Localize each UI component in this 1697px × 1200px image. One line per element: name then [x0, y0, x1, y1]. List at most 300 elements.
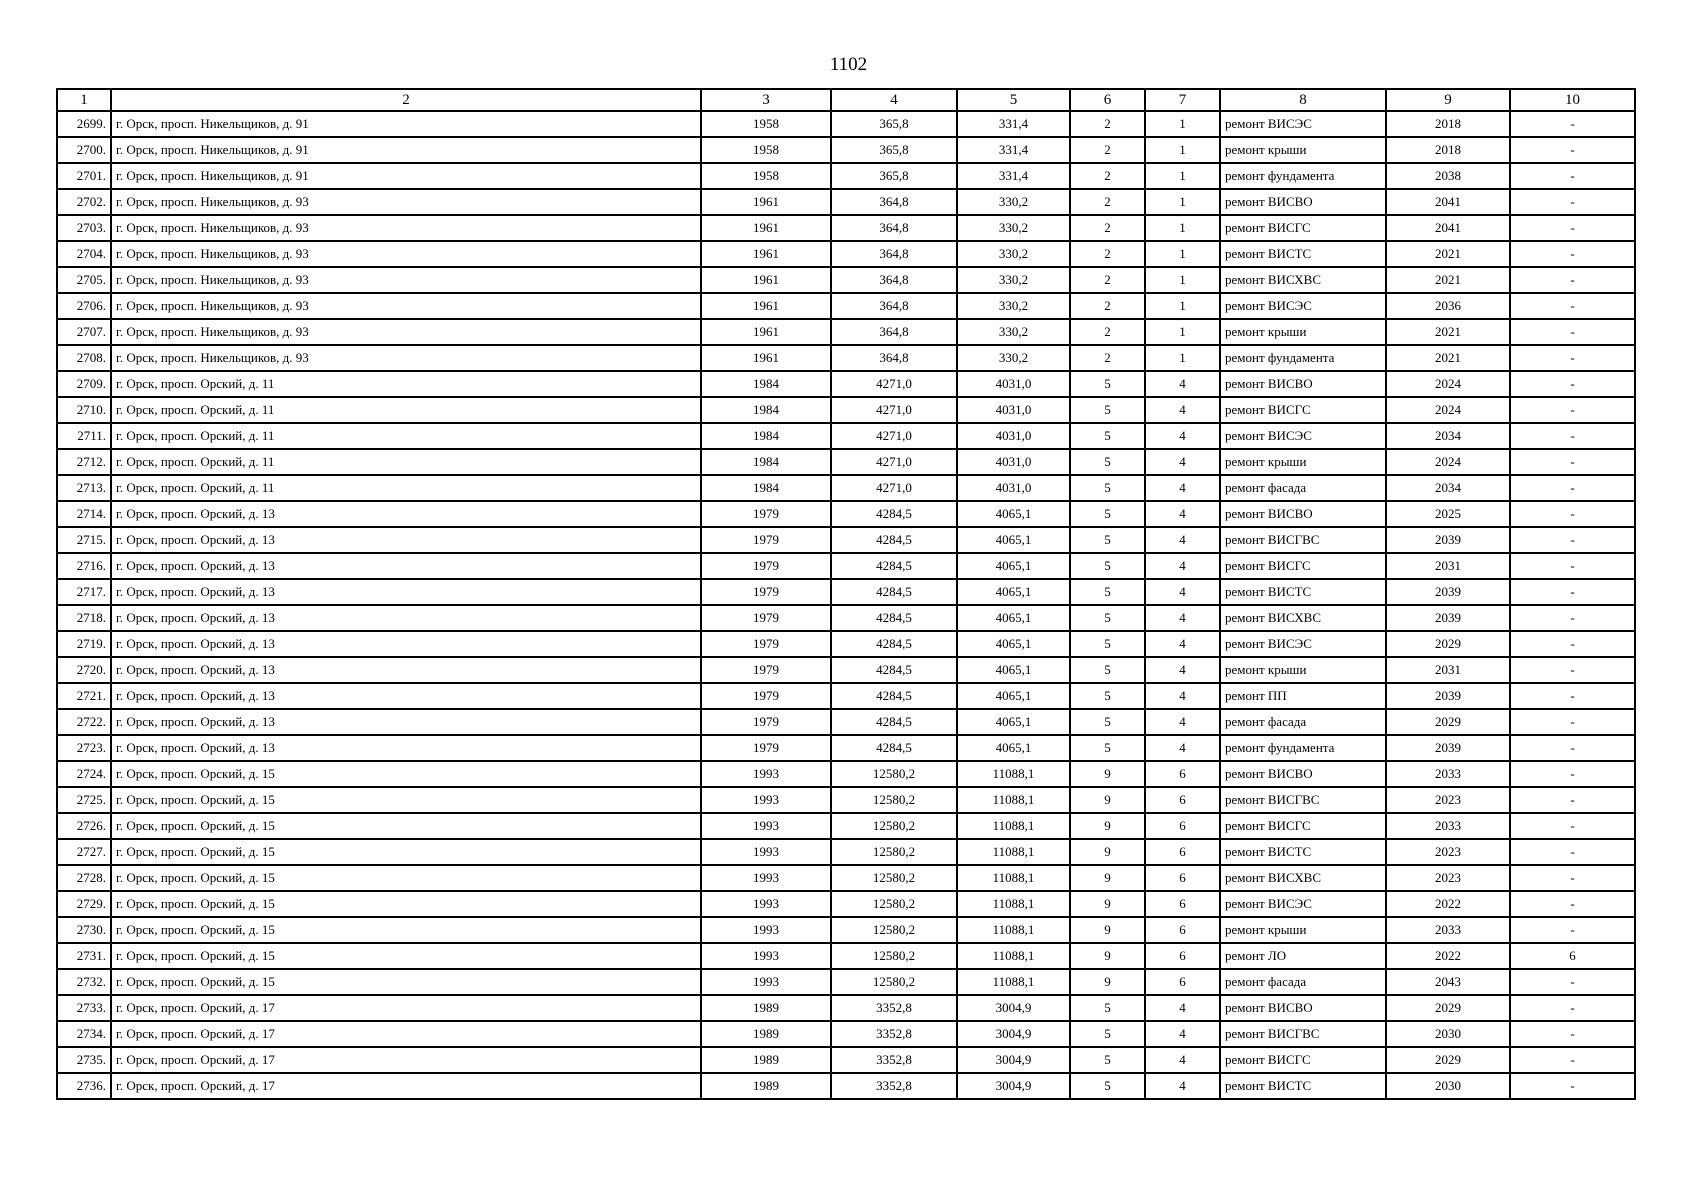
address-cell: г. Орск, просп. Никельщиков, д. 91	[111, 163, 701, 189]
repair-type-cell: ремонт фундамента	[1220, 163, 1386, 189]
table-row	[57, 1047, 1635, 1073]
address-cell: г. Орск, просп. Орский, д. 11	[111, 449, 701, 475]
repair-type-cell: ремонт ВИСЭС	[1220, 423, 1386, 449]
table-row	[57, 761, 1635, 787]
row-number-cell: 2723.	[57, 735, 111, 761]
floors-cell: 5	[1070, 449, 1145, 475]
year-built-cell: 1989	[701, 1047, 831, 1073]
table-row	[57, 163, 1635, 189]
address-cell: г. Орск, просп. Орский, д. 13	[111, 553, 701, 579]
year-built-cell: 1979	[701, 605, 831, 631]
year-built-cell: 1979	[701, 683, 831, 709]
note-cell: -	[1510, 501, 1635, 527]
note-cell: -	[1510, 605, 1635, 631]
living-area-cell: 11088,1	[957, 761, 1070, 787]
living-area-cell: 3004,9	[957, 1021, 1070, 1047]
note-cell: -	[1510, 293, 1635, 319]
year-built-cell: 1984	[701, 423, 831, 449]
note-cell: -	[1510, 761, 1635, 787]
entrances-cell: 4	[1145, 501, 1220, 527]
note-cell: -	[1510, 579, 1635, 605]
address-cell: г. Орск, просп. Никельщиков, д. 93	[111, 189, 701, 215]
row-number-cell: 2732.	[57, 969, 111, 995]
year-built-cell: 1993	[701, 969, 831, 995]
entrances-cell: 6	[1145, 943, 1220, 969]
table-row	[57, 345, 1635, 371]
address-cell: г. Орск, просп. Орский, д. 15	[111, 943, 701, 969]
table-row	[57, 293, 1635, 319]
table-row	[57, 995, 1635, 1021]
year-built-cell: 1993	[701, 943, 831, 969]
living-area-cell: 331,4	[957, 137, 1070, 163]
planned-year-cell: 2029	[1386, 1047, 1510, 1073]
year-built-cell: 1961	[701, 215, 831, 241]
entrances-cell: 4	[1145, 579, 1220, 605]
address-cell: г. Орск, просп. Орский, д. 15	[111, 865, 701, 891]
address-cell: г. Орск, просп. Орский, д. 17	[111, 1073, 701, 1099]
note-cell: -	[1510, 371, 1635, 397]
address-cell: г. Орск, просп. Орский, д. 15	[111, 969, 701, 995]
year-built-cell: 1979	[701, 657, 831, 683]
year-built-cell: 1961	[701, 345, 831, 371]
entrances-cell: 4	[1145, 1021, 1220, 1047]
row-number-cell: 2714.	[57, 501, 111, 527]
floors-cell: 2	[1070, 319, 1145, 345]
total-area-cell: 12580,2	[831, 839, 957, 865]
table-row	[57, 371, 1635, 397]
planned-year-cell: 2034	[1386, 475, 1510, 501]
row-number-cell: 2724.	[57, 761, 111, 787]
total-area-cell: 4284,5	[831, 683, 957, 709]
table-row	[57, 423, 1635, 449]
year-built-cell: 1961	[701, 189, 831, 215]
row-number-cell: 2716.	[57, 553, 111, 579]
column-header: 1	[57, 89, 111, 111]
note-cell: -	[1510, 839, 1635, 865]
address-cell: г. Орск, просп. Орский, д. 13	[111, 579, 701, 605]
repair-type-cell: ремонт ВИСГС	[1220, 553, 1386, 579]
repair-type-cell: ремонт ВИСХВС	[1220, 865, 1386, 891]
repair-type-cell: ремонт ВИСХВС	[1220, 267, 1386, 293]
row-number-cell: 2712.	[57, 449, 111, 475]
repair-type-cell: ремонт крыши	[1220, 319, 1386, 345]
living-area-cell: 11088,1	[957, 865, 1070, 891]
table-row	[57, 449, 1635, 475]
floors-cell: 5	[1070, 1047, 1145, 1073]
table-row	[57, 241, 1635, 267]
column-header: 6	[1070, 89, 1145, 111]
floors-cell: 9	[1070, 787, 1145, 813]
floors-cell: 2	[1070, 345, 1145, 371]
planned-year-cell: 2031	[1386, 553, 1510, 579]
note-cell: -	[1510, 1021, 1635, 1047]
year-built-cell: 1993	[701, 761, 831, 787]
entrances-cell: 4	[1145, 657, 1220, 683]
note-cell: -	[1510, 1073, 1635, 1099]
note-cell: -	[1510, 345, 1635, 371]
note-cell: -	[1510, 449, 1635, 475]
repair-type-cell: ремонт ВИСТС	[1220, 241, 1386, 267]
row-number-cell: 2734.	[57, 1021, 111, 1047]
address-cell: г. Орск, просп. Орский, д. 13	[111, 631, 701, 657]
address-cell: г. Орск, просп. Орский, д. 15	[111, 761, 701, 787]
entrances-cell: 1	[1145, 137, 1220, 163]
address-cell: г. Орск, просп. Орский, д. 11	[111, 423, 701, 449]
row-number-cell: 2722.	[57, 709, 111, 735]
floors-cell: 5	[1070, 709, 1145, 735]
total-area-cell: 12580,2	[831, 943, 957, 969]
table-row	[57, 709, 1635, 735]
floors-cell: 2	[1070, 189, 1145, 215]
living-area-cell: 4065,1	[957, 735, 1070, 761]
table-row	[57, 865, 1635, 891]
planned-year-cell: 2038	[1386, 163, 1510, 189]
planned-year-cell: 2033	[1386, 813, 1510, 839]
address-cell: г. Орск, просп. Никельщиков, д. 93	[111, 215, 701, 241]
planned-year-cell: 2029	[1386, 995, 1510, 1021]
planned-year-cell: 2030	[1386, 1073, 1510, 1099]
total-area-cell: 12580,2	[831, 969, 957, 995]
note-cell: -	[1510, 527, 1635, 553]
floors-cell: 5	[1070, 475, 1145, 501]
living-area-cell: 3004,9	[957, 995, 1070, 1021]
table-row	[57, 839, 1635, 865]
column-header: 2	[111, 89, 701, 111]
total-area-cell: 365,8	[831, 137, 957, 163]
row-number-cell: 2713.	[57, 475, 111, 501]
row-number-cell: 2704.	[57, 241, 111, 267]
living-area-cell: 4031,0	[957, 423, 1070, 449]
total-area-cell: 4284,5	[831, 501, 957, 527]
floors-cell: 2	[1070, 137, 1145, 163]
planned-year-cell: 2024	[1386, 371, 1510, 397]
total-area-cell: 4284,5	[831, 605, 957, 631]
total-area-cell: 364,8	[831, 345, 957, 371]
repair-type-cell: ремонт ВИСЭС	[1220, 293, 1386, 319]
repair-type-cell: ремонт фундамента	[1220, 735, 1386, 761]
total-area-cell: 4284,5	[831, 553, 957, 579]
address-cell: г. Орск, просп. Никельщиков, д. 93	[111, 241, 701, 267]
entrances-cell: 6	[1145, 787, 1220, 813]
year-built-cell: 1984	[701, 475, 831, 501]
entrances-cell: 6	[1145, 839, 1220, 865]
entrances-cell: 1	[1145, 345, 1220, 371]
living-area-cell: 11088,1	[957, 917, 1070, 943]
table-row	[57, 137, 1635, 163]
entrances-cell: 4	[1145, 527, 1220, 553]
column-header: 9	[1386, 89, 1510, 111]
floors-cell: 2	[1070, 163, 1145, 189]
address-cell: г. Орск, просп. Никельщиков, д. 93	[111, 267, 701, 293]
row-number-cell: 2717.	[57, 579, 111, 605]
living-area-cell: 4031,0	[957, 397, 1070, 423]
entrances-cell: 6	[1145, 813, 1220, 839]
address-cell: г. Орск, просп. Никельщиков, д. 93	[111, 319, 701, 345]
planned-year-cell: 2041	[1386, 215, 1510, 241]
row-number-cell: 2703.	[57, 215, 111, 241]
table-row	[57, 605, 1635, 631]
note-cell: -	[1510, 917, 1635, 943]
note-cell: 6	[1510, 943, 1635, 969]
living-area-cell: 330,2	[957, 215, 1070, 241]
note-cell: -	[1510, 553, 1635, 579]
note-cell: -	[1510, 137, 1635, 163]
table-row	[57, 1021, 1635, 1047]
row-number-cell: 2721.	[57, 683, 111, 709]
year-built-cell: 1984	[701, 449, 831, 475]
total-area-cell: 12580,2	[831, 891, 957, 917]
column-header: 10	[1510, 89, 1635, 111]
entrances-cell: 1	[1145, 163, 1220, 189]
year-built-cell: 1993	[701, 813, 831, 839]
row-number-cell: 2736.	[57, 1073, 111, 1099]
row-number-cell: 2731.	[57, 943, 111, 969]
year-built-cell: 1958	[701, 111, 831, 137]
living-area-cell: 11088,1	[957, 839, 1070, 865]
table-row	[57, 527, 1635, 553]
year-built-cell: 1979	[701, 579, 831, 605]
total-area-cell: 12580,2	[831, 787, 957, 813]
floors-cell: 2	[1070, 241, 1145, 267]
floors-cell: 5	[1070, 657, 1145, 683]
table-row	[57, 917, 1635, 943]
column-header: 8	[1220, 89, 1386, 111]
table-row	[57, 501, 1635, 527]
year-built-cell: 1979	[701, 501, 831, 527]
note-cell: -	[1510, 215, 1635, 241]
table-row	[57, 553, 1635, 579]
floors-cell: 5	[1070, 397, 1145, 423]
address-cell: г. Орск, просп. Орский, д. 15	[111, 787, 701, 813]
floors-cell: 9	[1070, 891, 1145, 917]
table-row	[57, 657, 1635, 683]
total-area-cell: 364,8	[831, 189, 957, 215]
living-area-cell: 4065,1	[957, 657, 1070, 683]
note-cell: -	[1510, 1047, 1635, 1073]
address-cell: г. Орск, просп. Никельщиков, д. 91	[111, 137, 701, 163]
total-area-cell: 4284,5	[831, 709, 957, 735]
repair-schedule-table	[56, 88, 1636, 1100]
address-cell: г. Орск, просп. Никельщиков, д. 93	[111, 293, 701, 319]
total-area-cell: 364,8	[831, 215, 957, 241]
note-cell: -	[1510, 111, 1635, 137]
living-area-cell: 4065,1	[957, 709, 1070, 735]
planned-year-cell: 2024	[1386, 397, 1510, 423]
table-row	[57, 579, 1635, 605]
note-cell: -	[1510, 267, 1635, 293]
note-cell: -	[1510, 709, 1635, 735]
total-area-cell: 4271,0	[831, 397, 957, 423]
year-built-cell: 1979	[701, 735, 831, 761]
row-number-cell: 2718.	[57, 605, 111, 631]
year-built-cell: 1979	[701, 527, 831, 553]
row-number-cell: 2711.	[57, 423, 111, 449]
living-area-cell: 4031,0	[957, 475, 1070, 501]
table-row	[57, 319, 1635, 345]
total-area-cell: 12580,2	[831, 865, 957, 891]
year-built-cell: 1979	[701, 709, 831, 735]
floors-cell: 5	[1070, 527, 1145, 553]
entrances-cell: 4	[1145, 371, 1220, 397]
floors-cell: 9	[1070, 839, 1145, 865]
entrances-cell: 4	[1145, 735, 1220, 761]
entrances-cell: 1	[1145, 267, 1220, 293]
planned-year-cell: 2023	[1386, 787, 1510, 813]
row-number-cell: 2709.	[57, 371, 111, 397]
repair-type-cell: ремонт ВИСТС	[1220, 579, 1386, 605]
address-cell: г. Орск, просп. Орский, д. 15	[111, 839, 701, 865]
living-area-cell: 11088,1	[957, 943, 1070, 969]
floors-cell: 9	[1070, 917, 1145, 943]
address-cell: г. Орск, просп. Никельщиков, д. 93	[111, 345, 701, 371]
planned-year-cell: 2018	[1386, 111, 1510, 137]
address-cell: г. Орск, просп. Орский, д. 11	[111, 371, 701, 397]
address-cell: г. Орск, просп. Орский, д. 13	[111, 709, 701, 735]
living-area-cell: 330,2	[957, 319, 1070, 345]
total-area-cell: 4284,5	[831, 735, 957, 761]
repair-type-cell: ремонт ВИСЭС	[1220, 631, 1386, 657]
planned-year-cell: 2033	[1386, 917, 1510, 943]
row-number-cell: 2726.	[57, 813, 111, 839]
row-number-cell: 2708.	[57, 345, 111, 371]
total-area-cell: 364,8	[831, 319, 957, 345]
floors-cell: 5	[1070, 579, 1145, 605]
table-body	[57, 111, 1635, 1099]
address-cell: г. Орск, просп. Орский, д. 13	[111, 605, 701, 631]
table-row	[57, 189, 1635, 215]
planned-year-cell: 2039	[1386, 605, 1510, 631]
table-row	[57, 891, 1635, 917]
row-number-cell: 2706.	[57, 293, 111, 319]
address-cell: г. Орск, просп. Орский, д. 11	[111, 397, 701, 423]
living-area-cell: 4065,1	[957, 501, 1070, 527]
note-cell: -	[1510, 423, 1635, 449]
total-area-cell: 3352,8	[831, 1047, 957, 1073]
planned-year-cell: 2033	[1386, 761, 1510, 787]
repair-type-cell: ремонт фасада	[1220, 709, 1386, 735]
total-area-cell: 365,8	[831, 163, 957, 189]
living-area-cell: 4065,1	[957, 605, 1070, 631]
year-built-cell: 1989	[701, 1073, 831, 1099]
repair-type-cell: ремонт ВИСВО	[1220, 761, 1386, 787]
planned-year-cell: 2039	[1386, 579, 1510, 605]
floors-cell: 9	[1070, 969, 1145, 995]
total-area-cell: 12580,2	[831, 813, 957, 839]
living-area-cell: 4065,1	[957, 527, 1070, 553]
entrances-cell: 4	[1145, 709, 1220, 735]
planned-year-cell: 2023	[1386, 865, 1510, 891]
note-cell: -	[1510, 241, 1635, 267]
total-area-cell: 3352,8	[831, 995, 957, 1021]
planned-year-cell: 2022	[1386, 891, 1510, 917]
note-cell: -	[1510, 631, 1635, 657]
floors-cell: 5	[1070, 1021, 1145, 1047]
note-cell: -	[1510, 319, 1635, 345]
floors-cell: 5	[1070, 995, 1145, 1021]
floors-cell: 5	[1070, 1073, 1145, 1099]
year-built-cell: 1958	[701, 137, 831, 163]
total-area-cell: 364,8	[831, 293, 957, 319]
floors-cell: 5	[1070, 371, 1145, 397]
repair-type-cell: ремонт ЛО	[1220, 943, 1386, 969]
year-built-cell: 1993	[701, 787, 831, 813]
entrances-cell: 4	[1145, 449, 1220, 475]
year-built-cell: 1961	[701, 241, 831, 267]
year-built-cell: 1961	[701, 319, 831, 345]
repair-type-cell: ремонт ВИСГС	[1220, 215, 1386, 241]
repair-type-cell: ремонт крыши	[1220, 137, 1386, 163]
repair-type-cell: ремонт крыши	[1220, 657, 1386, 683]
note-cell: -	[1510, 683, 1635, 709]
floors-cell: 5	[1070, 423, 1145, 449]
table-row	[57, 943, 1635, 969]
living-area-cell: 3004,9	[957, 1047, 1070, 1073]
entrances-cell: 1	[1145, 241, 1220, 267]
total-area-cell: 4271,0	[831, 423, 957, 449]
planned-year-cell: 2021	[1386, 241, 1510, 267]
note-cell: -	[1510, 657, 1635, 683]
table-row	[57, 787, 1635, 813]
planned-year-cell: 2021	[1386, 319, 1510, 345]
planned-year-cell: 2022	[1386, 943, 1510, 969]
entrances-cell: 4	[1145, 1047, 1220, 1073]
entrances-cell: 4	[1145, 553, 1220, 579]
repair-type-cell: ремонт ВИСГС	[1220, 1047, 1386, 1073]
floors-cell: 9	[1070, 865, 1145, 891]
entrances-cell: 4	[1145, 1073, 1220, 1099]
row-number-cell: 2715.	[57, 527, 111, 553]
table-row	[57, 735, 1635, 761]
living-area-cell: 3004,9	[957, 1073, 1070, 1099]
entrances-cell: 4	[1145, 631, 1220, 657]
year-built-cell: 1979	[701, 553, 831, 579]
row-number-cell: 2710.	[57, 397, 111, 423]
year-built-cell: 1993	[701, 865, 831, 891]
address-cell: г. Орск, просп. Орский, д. 15	[111, 891, 701, 917]
floors-cell: 5	[1070, 735, 1145, 761]
planned-year-cell: 2034	[1386, 423, 1510, 449]
year-built-cell: 1993	[701, 917, 831, 943]
year-built-cell: 1993	[701, 839, 831, 865]
address-cell: г. Орск, просп. Орский, д. 15	[111, 917, 701, 943]
year-built-cell: 1958	[701, 163, 831, 189]
row-number-cell: 2707.	[57, 319, 111, 345]
page-number: 1102	[829, 54, 868, 75]
living-area-cell: 331,4	[957, 111, 1070, 137]
total-area-cell: 3352,8	[831, 1021, 957, 1047]
table-row	[57, 813, 1635, 839]
total-area-cell: 364,8	[831, 267, 957, 293]
planned-year-cell: 2043	[1386, 969, 1510, 995]
living-area-cell: 330,2	[957, 241, 1070, 267]
planned-year-cell: 2031	[1386, 657, 1510, 683]
row-number-cell: 2719.	[57, 631, 111, 657]
entrances-cell: 4	[1145, 397, 1220, 423]
planned-year-cell: 2029	[1386, 709, 1510, 735]
total-area-cell: 3352,8	[831, 1073, 957, 1099]
entrances-cell: 6	[1145, 891, 1220, 917]
repair-type-cell: ремонт ВИСХВС	[1220, 605, 1386, 631]
row-number-cell: 2720.	[57, 657, 111, 683]
note-cell: -	[1510, 891, 1635, 917]
address-cell: г. Орск, просп. Орский, д. 17	[111, 1047, 701, 1073]
floors-cell: 2	[1070, 111, 1145, 137]
repair-type-cell: ремонт ВИСТС	[1220, 839, 1386, 865]
repair-type-cell: ремонт крыши	[1220, 917, 1386, 943]
row-number-cell: 2733.	[57, 995, 111, 1021]
table-row	[57, 267, 1635, 293]
living-area-cell: 4065,1	[957, 631, 1070, 657]
